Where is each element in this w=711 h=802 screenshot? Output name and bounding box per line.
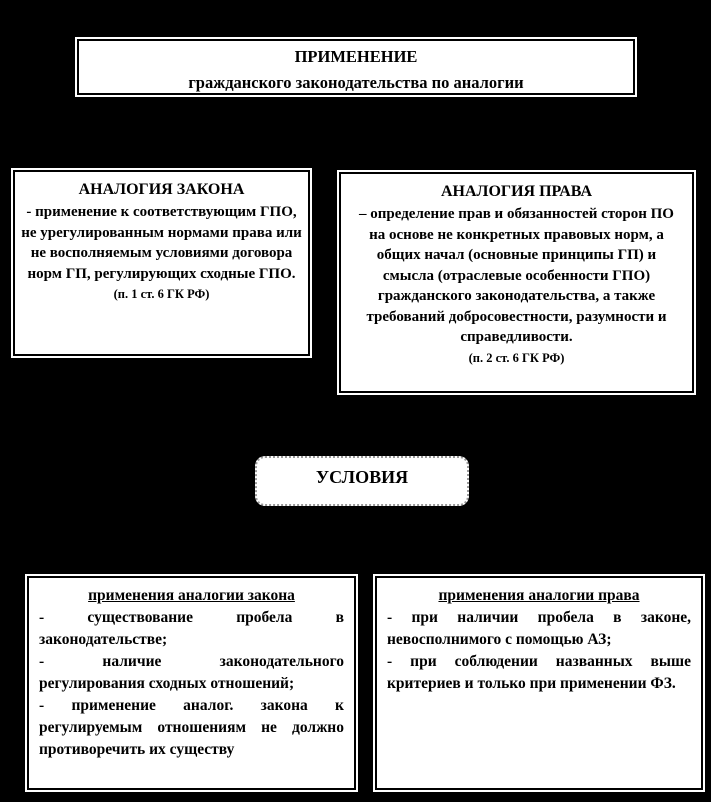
analogy-of-law-definition: - применение к соответствующим ГПО, не урегулированным нормами права или не восполняемым условиями договора норм ГП, регулирующих сходные ГПО. <box>21 204 302 282</box>
analogy-of-law-title: АНАЛОГИЯ ЗАКОНА <box>78 181 245 198</box>
analogy-of-law-box <box>13 170 310 356</box>
conditions-label: УСЛОВИЯ <box>315 467 409 487</box>
conditions-of-right-analogy-box <box>375 576 703 790</box>
analogy-of-right-definition: – определение прав и обязанностей сторон ПО на основе не конкретных правовых норм, а общих начал (основные принципы ГП) и смысла (отраслевые особенности ГПО) гражданского законодательства, а также требований добросовестности, разумности и справедливости. <box>359 206 674 345</box>
analogy-of-right-box <box>339 172 694 393</box>
header-title: ПРИМЕНЕНИЕ <box>294 47 418 66</box>
conditions-of-law-analogy-title: применения аналогии закона <box>88 587 295 604</box>
condition-item: - при наличии пробела в законе, невосполнимого с помощью АЗ; <box>387 609 691 648</box>
header-box <box>77 39 635 95</box>
analogy-of-right-title: АНАЛОГИЯ ПРАВА <box>440 183 593 200</box>
condition-item: - наличие законодательного регулирования сходных отношений; <box>39 653 344 692</box>
analogy-of-law-source: (п. 1 ст. 6 ГК РФ) <box>113 287 210 301</box>
condition-item: - при соблюдении названных выше критериев и только при применении ФЗ. <box>387 653 691 692</box>
conditions-of-law-analogy-box <box>27 576 356 790</box>
conditions-box <box>255 456 469 506</box>
header-subtitle: гражданского законодательства по аналогии <box>188 73 524 92</box>
condition-item: - существование пробела в законодательстве; <box>39 609 344 648</box>
condition-item: - применение аналог. закона к регулируемым отношениям не должно противоречить их существу <box>39 697 344 758</box>
analogy-of-right-source: (п. 2 ст. 6 ГК РФ) <box>468 350 565 365</box>
conditions-of-right-analogy-title: применения аналогии права <box>438 587 640 604</box>
